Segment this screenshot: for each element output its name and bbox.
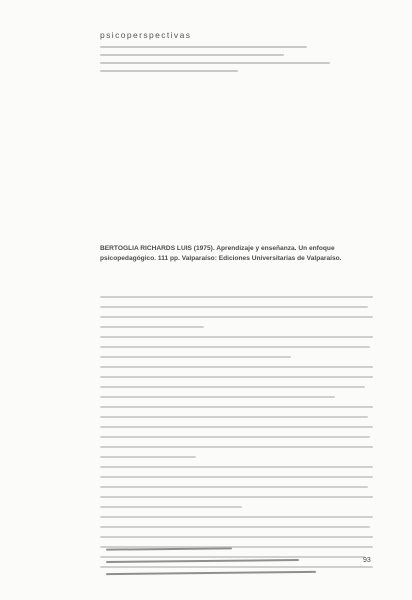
illegible-line <box>100 336 373 338</box>
illegible-line <box>100 306 368 308</box>
handwritten-stamp <box>106 548 316 584</box>
illegible-line <box>100 62 330 64</box>
illegible-line <box>100 446 373 448</box>
journal-header <box>100 30 330 72</box>
illegible-line <box>100 436 370 438</box>
illegible-line <box>100 54 284 56</box>
illegible-line <box>100 426 373 428</box>
book-citation: BERTOGLIA RICHARDS LUIS (1975). Aprendizaje y enseñanza. Un enfoque psicopedagógico. 111 pp. Valparaíso: Ediciones Universitarias de Valparaíso. <box>100 245 342 262</box>
illegible-line <box>100 70 238 72</box>
illegible-line <box>100 486 368 488</box>
paragraph <box>100 366 373 398</box>
illegible-line <box>100 516 373 518</box>
illegible-line <box>100 386 365 388</box>
paragraph <box>100 336 373 358</box>
illegible-line <box>106 547 232 550</box>
illegible-line <box>100 366 373 368</box>
paragraph <box>100 406 373 458</box>
journal-brand: psicoperspectivas <box>100 30 192 40</box>
illegible-line <box>106 559 299 563</box>
illegible-line <box>100 396 335 398</box>
illegible-line <box>100 466 373 468</box>
illegible-line <box>100 456 196 458</box>
review-body <box>100 296 373 576</box>
journal-info-lines <box>100 46 330 72</box>
illegible-line <box>100 46 307 48</box>
illegible-line <box>100 536 373 538</box>
illegible-line <box>100 496 373 498</box>
illegible-line <box>100 476 373 478</box>
illegible-line <box>100 376 373 378</box>
illegible-line <box>100 346 370 348</box>
illegible-line <box>100 406 373 408</box>
illegible-line <box>100 356 291 358</box>
illegible-line <box>100 506 242 508</box>
illegible-line <box>100 416 368 418</box>
paragraph <box>100 466 373 508</box>
illegible-line <box>100 316 373 318</box>
illegible-line <box>100 296 373 298</box>
illegible-line <box>106 571 316 575</box>
page-number: 93 <box>363 557 371 564</box>
illegible-line <box>100 526 370 528</box>
illegible-line <box>100 326 204 328</box>
paragraph <box>100 296 373 328</box>
